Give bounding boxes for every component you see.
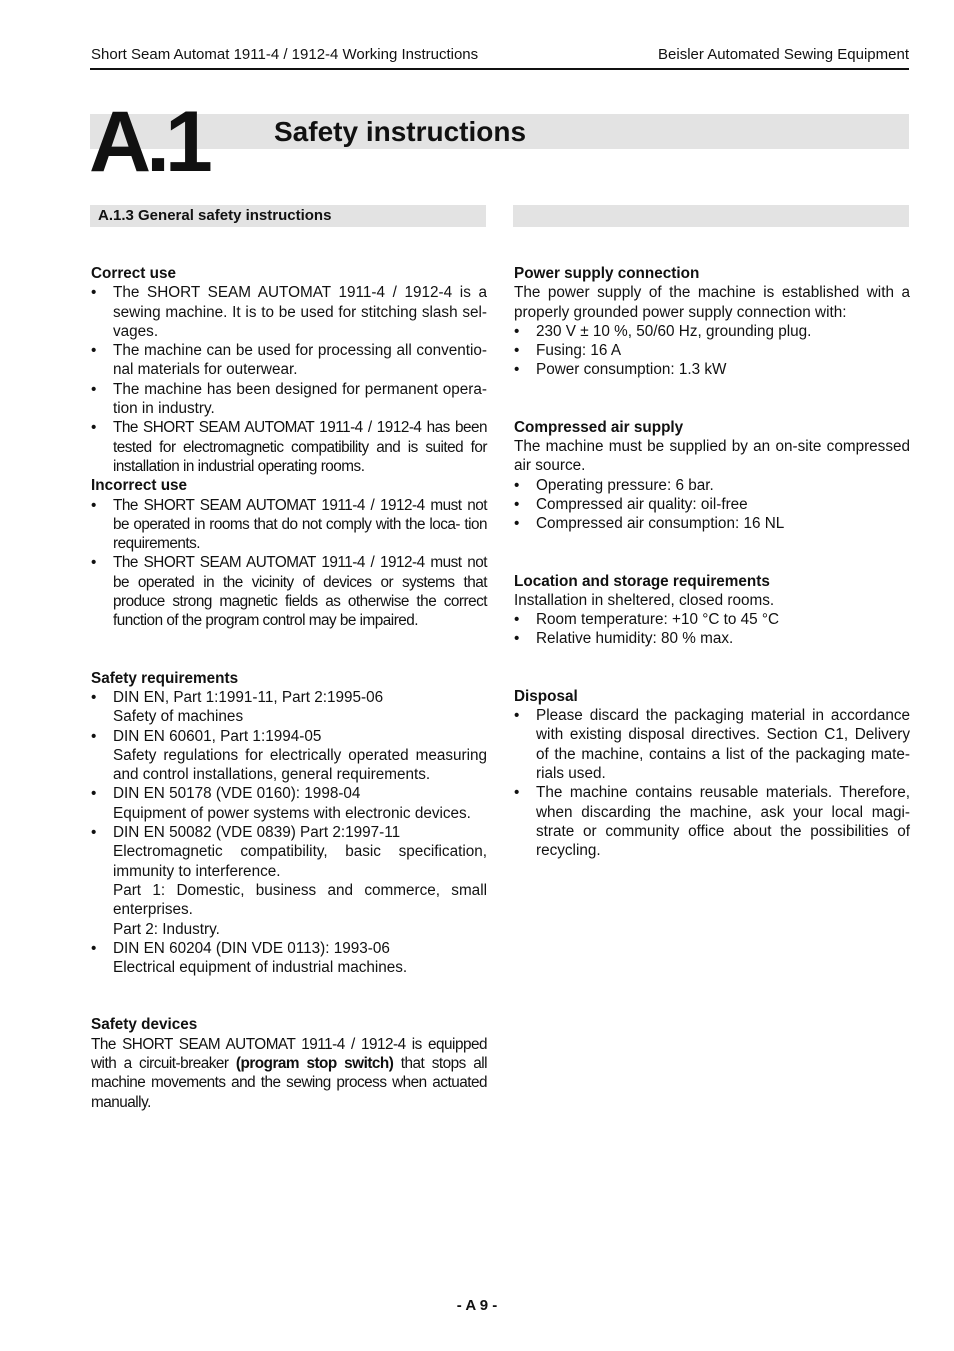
disposal-list <box>514 706 910 860</box>
list-item: • The SHORT SEAM AUTOMAT 1911-4 / 1912-4 has been tested for electromagnetic compatibility and is suited for installation in industrial operating rooms. <box>91 418 487 476</box>
page-number: - A 9 - <box>456 1297 498 1314</box>
compressed-air-list <box>514 476 910 534</box>
location-list <box>514 610 910 649</box>
list-item: • Please discard the packaging material in accordance with existing disposal directives. Section C1, Delivery of the machine, contains a list of the packaging mate- rials used. <box>514 706 910 783</box>
standard-description: Electrical equipment of industrial machines. <box>113 959 408 977</box>
subsection-bar <box>90 205 486 227</box>
section-title-safety-devices: Safety devices <box>91 1016 198 1034</box>
standard-code: • DIN EN 60601, Part 1:1994-05 <box>113 727 322 745</box>
list-item: • The machine has been designed for permanent opera- tion in industry. <box>91 380 487 419</box>
right-column <box>514 264 910 860</box>
standard-part-2: Part 2: Industry. <box>113 920 220 938</box>
program-stop-switch-term: (program stop switch) <box>235 1054 394 1072</box>
list-item: • The SHORT SEAM AUTOMAT 1911-4 / 1912-4 must not be operated in the vicinity of devices or systems that produce strong magnetic fields as otherwise the correct function of the program control may be impaired. <box>91 553 487 630</box>
list-item <box>91 784 487 823</box>
subsection-bar-right <box>513 205 909 227</box>
running-header-title: Short Seam Automat 1911-4 / 1912-4 Working Instructions <box>91 46 479 63</box>
left-column <box>91 264 487 1112</box>
list-item: • 230 V ± 10 %, 50/60 Hz, grounding plug. <box>514 322 910 341</box>
section-title-correct-use: Correct use <box>91 265 177 282</box>
list-item <box>91 939 487 978</box>
list-item <box>91 727 487 785</box>
list-item: • Power consumption: 1.3 kW <box>514 360 910 379</box>
standard-description: Electromagnetic compatibility, basic specification, immunity to interference. <box>113 843 487 880</box>
running-header-company: Beisler Automated Sewing Equipment <box>658 46 909 63</box>
standard-part-1: Part 1: Domestic, business and commerce, small enterprises. <box>113 881 487 919</box>
section-title-compressed-air: Compressed air supply <box>514 418 684 436</box>
section-title-incorrect-use: Incorrect use <box>91 477 188 495</box>
safety-devices-text-start: The SHORT SEAM AUTOMAT 1911-4 / 1912-4 is equipped with a circuit-breaker <box>91 1035 487 1072</box>
list-item: • Relative humidity: 80 % max. <box>514 629 910 648</box>
standard-description: Safety of machines <box>113 708 244 726</box>
subsection-title: A.1.3 General safety instructions <box>98 207 332 224</box>
safety-requirements-list <box>91 688 487 977</box>
list-item: • The SHORT SEAM AUTOMAT 1911-4 / 1912-4 is a sewing machine. It is to be used for stitching slash sel- vages. <box>91 283 487 341</box>
page-title: Safety instructions <box>274 116 527 147</box>
standard-code: • DIN EN 60204 (DIN VDE 0113): 1993-06 <box>113 939 390 957</box>
chapter-number: A.1 <box>89 94 208 190</box>
incorrect-use-list <box>91 496 487 631</box>
safety-devices-text-end: that stops all machine movements and the sewing process when actuated manually. <box>91 1054 487 1111</box>
list-item: • Compressed air consumption: 16 NL <box>514 514 910 533</box>
header-rule <box>90 68 909 70</box>
compressed-air-intro: The machine must be supplied by an on-site compressed air source. <box>514 438 910 475</box>
safety-devices-text <box>91 1035 487 1112</box>
list-item: • The machine contains reusable materials. Therefore, when discarding the machine, ask your local magi- strate or community office about the possibilities of recycling. <box>514 783 910 860</box>
section-title-location: Location and storage requirements <box>514 572 770 590</box>
correct-use-list <box>91 283 487 476</box>
list-item <box>91 688 487 727</box>
list-item: • Room temperature: +10 °C to 45 °C <box>514 610 910 629</box>
list-item: • Operating pressure: 6 bar. <box>514 476 910 495</box>
standard-description: Equipment of power systems with electronic devices. <box>113 804 471 822</box>
list-item: • Compressed air quality: oil-free <box>514 495 910 514</box>
location-intro: Installation in sheltered, closed rooms. <box>514 591 775 609</box>
standard-description: Safety regulations for electrically operated measuring and control installations, general requirements. <box>113 746 487 784</box>
list-item: • Fusing: 16 A <box>514 341 910 360</box>
standard-code: • DIN EN 50082 (VDE 0839) Part 2:1997-11 <box>113 824 401 842</box>
standard-code: • DIN EN, Part 1:1991-11, Part 2:1995-06 <box>113 688 384 706</box>
section-title-safety-requirements: Safety requirements <box>91 669 239 687</box>
list-item: • The machine can be used for processing all conventio- nal materials for outerwear. <box>91 341 487 380</box>
list-item: • The SHORT SEAM AUTOMAT 1911-4 / 1912-4 must not be operated in rooms that do not comply with the loca- tion requirements. <box>91 496 487 554</box>
list-item <box>91 823 487 939</box>
section-title-power-supply: Power supply connection <box>514 265 700 282</box>
standard-code: • DIN EN 50178 (VDE 0160): 1998-04 <box>113 785 361 803</box>
section-title-disposal: Disposal <box>514 687 578 705</box>
power-supply-list <box>514 322 910 380</box>
power-supply-intro: The power supply of the machine is established with a properly grounded power supply connection with: <box>514 284 910 321</box>
